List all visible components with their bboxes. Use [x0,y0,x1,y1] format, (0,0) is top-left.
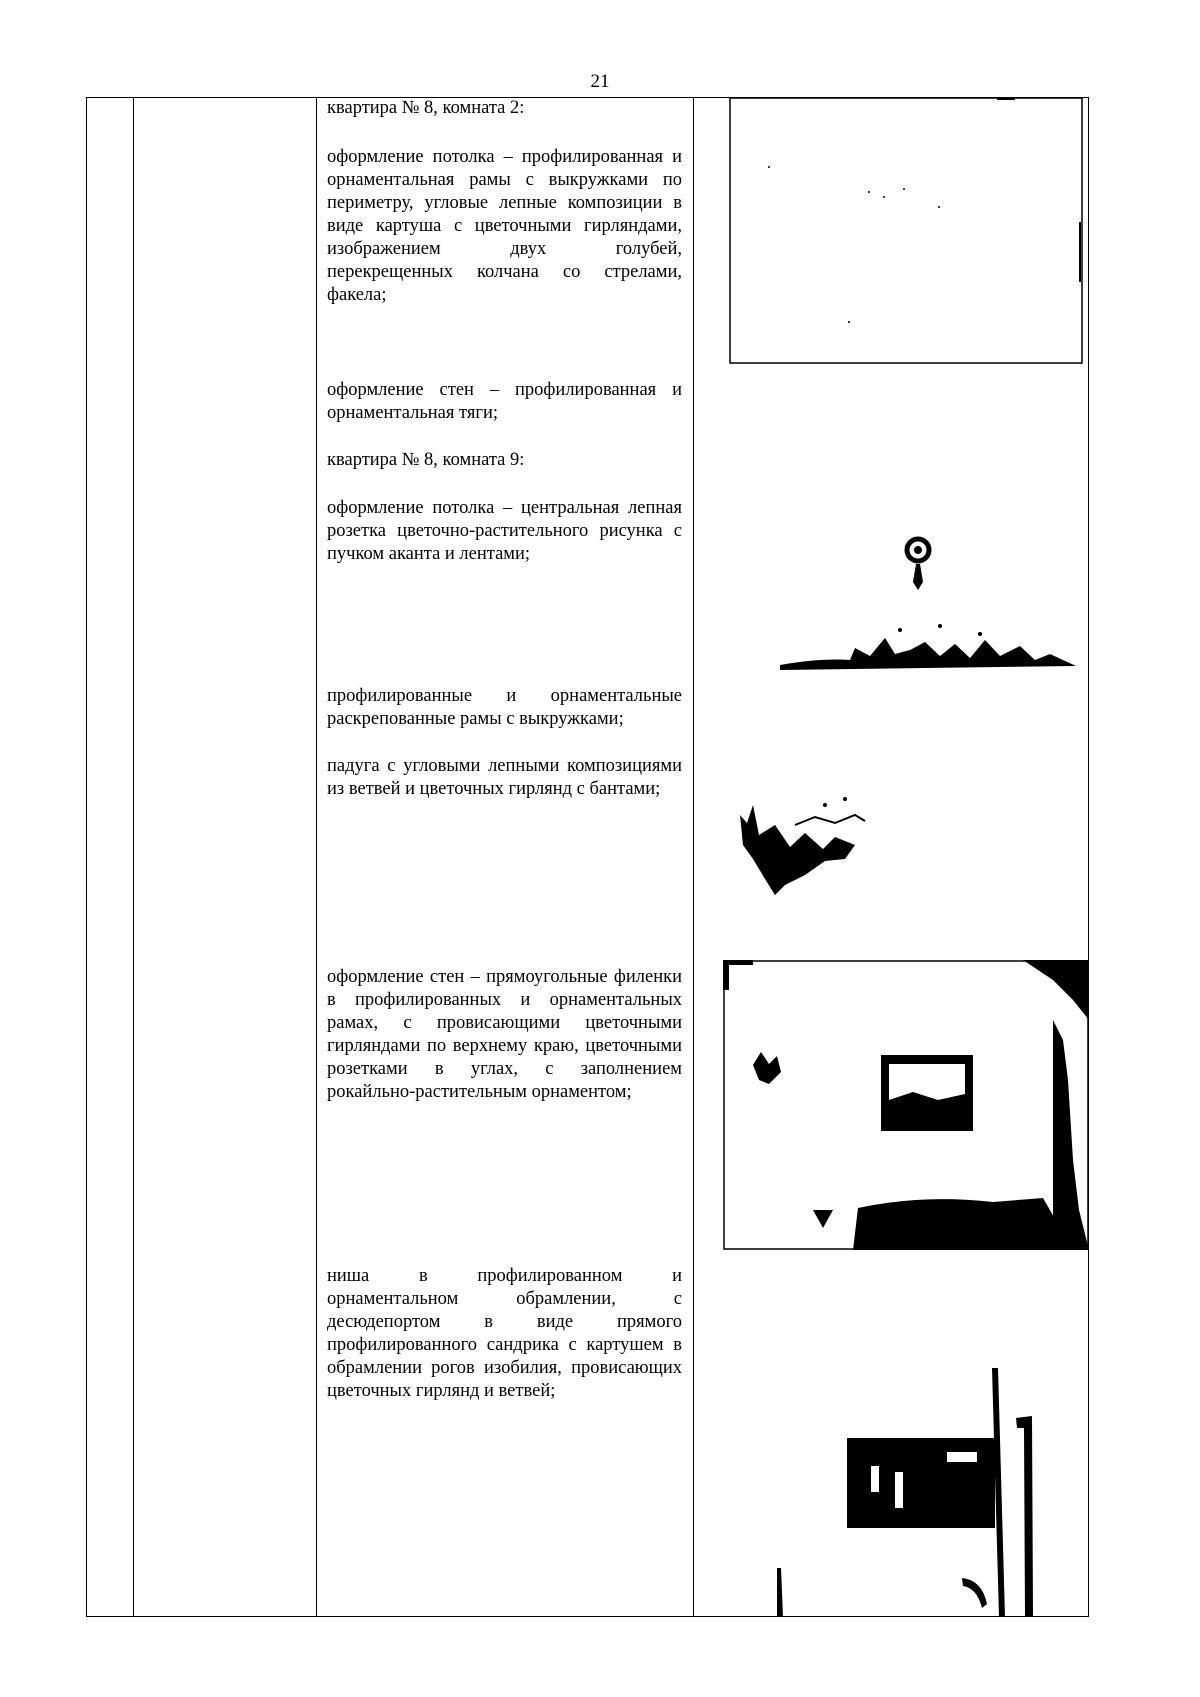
photo-cove-corner-room-9 [735,775,895,895]
column-divider-3 [693,97,694,1617]
paragraph-walls-room-2: оформление стен – профилированная и орнаментальная тяги; [327,380,682,423]
paragraph-ceiling-room-2: оформление потолка – профилированная и орнаментальная рамы с выкружками по периметру, угловые лепные композиции в виде картуша с цветочными гирляндами, изображением двух голубей, перекрещенных колчана со стрелами, факела; [327,147,682,305]
paragraph-apartment-8-room-9: квартира № 8, комната 9: [327,450,525,470]
paragraph-walls-room-9: оформление стен – прямоугольные филенки в профилированных и орнаментальных рамах, с провисающими цветочными гирляндами по верхнему краю, цветочными розетками в углах, с заполнением рокайльно-растительным орнаментом; [327,967,682,1102]
page-number: 21 [590,71,610,92]
photo-ceiling-room-2 [729,97,1083,364]
paragraph-ceiling-room-9: оформление потолка – центральная лепная розетка цветочно-растительного рисунка с пучком аканта и лентами; [327,498,682,564]
paragraph-cove-room-9: падуга с угловыми лепными композициями из ветвей и цветочных гирлянд с бантами; [327,756,682,799]
photo-wall-panels-room-9 [723,960,1089,1250]
photo-niche-room-9 [777,1368,1042,1617]
column-divider-1 [133,97,134,1617]
paragraph-frames-room-9: профилированные и орнаментальные раскрепованные рамы с выкружками; [327,686,682,729]
photo-ceiling-rosette-room-9 [780,530,1076,670]
paragraph-niche-room-9: ниша в профилированном и орнаментальном обрамлении, с десюдепортом в виде прямого профилированного сандрика с картушем в обрамлении рогов изобилия, провисающих цветочных гирлянд и ветвей; [327,1266,682,1401]
paragraph-apartment-8-room-2: квартира № 8, комната 2: [327,98,525,118]
column-divider-2 [316,97,317,1617]
